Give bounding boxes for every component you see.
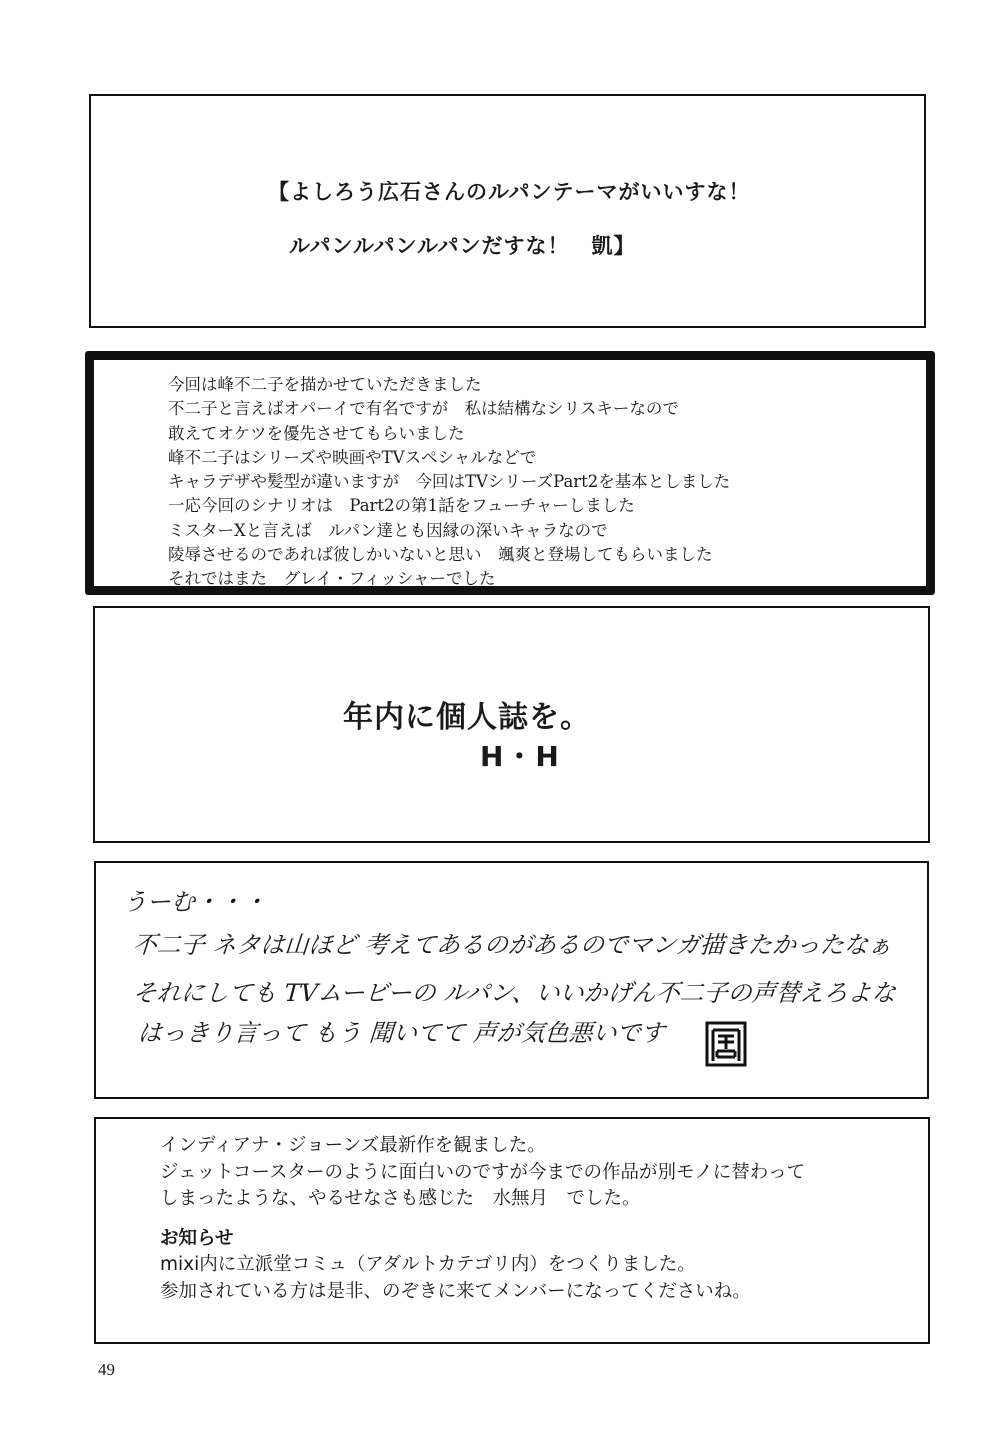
comment-box-gray-fisher <box>85 351 935 595</box>
comment-box-minazuki <box>94 1117 930 1344</box>
comment-line: それではまた グレイ・フィッシャーでした <box>168 569 496 589</box>
stamp-seal-icon <box>705 1021 747 1067</box>
comment-box-handwritten <box>94 861 929 1099</box>
comment-line: ミスターXと言えば ルパン達とも因縁の深いキャラなので <box>168 520 608 540</box>
comment-headline: 年内に個人誌を。 <box>343 700 591 735</box>
comment-line: 敢えてオケツを優先させてもらいました <box>168 423 465 443</box>
notice-line: mixi内に立派堂コミュ（アダルトカテゴリ内）をつくりました。 <box>160 1254 696 1275</box>
handwritten-line: はっきり言って もう 聞いてて 声が気色悪いです <box>136 1019 666 1047</box>
notice-heading: お知らせ <box>160 1227 234 1249</box>
comment-line: しまったような、やるせなさも感じた 水無月 でした。 <box>160 1188 641 1209</box>
notice-line: 参加されている方は是非、のぞきに来てメンバーになってくださいね。 <box>160 1280 751 1302</box>
comment-line: 【よしろう広石さんのルパンテーマがいいすな！ <box>268 180 751 204</box>
comment-line: ジェットコースターのように面白いのですが今までの作品が別モノに替わって <box>160 1161 806 1183</box>
comment-box-hh <box>93 606 930 843</box>
page-number: 49 <box>98 1360 115 1379</box>
comment-line: 不二子と言えばオパーイで有名ですが 私は結構なシリスキーなので <box>168 399 679 419</box>
comment-line: 峰不二子はシリーズや映画やTVスペシャルなどで <box>168 447 537 467</box>
comment-line: 陵辱させるのであれば彼しかいないと思い 颯爽と登場してもらいました <box>168 545 713 565</box>
comment-text <box>168 373 730 592</box>
comment-box-gai <box>89 94 926 328</box>
comment-text <box>160 1133 805 1305</box>
comment-line: キャラデザや髪型が違いますが 今回はTVシリーズPart2を基本としました <box>168 472 731 492</box>
handwritten-line: それにしても TVムービーの ルパン、いいかげん不二子の声替えろよな <box>131 979 897 1007</box>
comment-line: ルパンルパンルパンだすな！ 凱】 <box>289 234 636 258</box>
comment-line: 今回は峰不二子を描かせていただきました <box>168 375 482 394</box>
handwritten-line: 不二子 ネタは山ほど 考えてあるのがあるのでマンガ描きたかったなぁ <box>131 931 894 959</box>
spacer <box>160 1213 805 1226</box>
comment-line: インディアナ・ジョーンズ最新作を観ました。 <box>160 1135 546 1156</box>
comment-line: 一応今回のシナリオは Part2の第1話をフューチャーしました <box>168 496 635 516</box>
handwritten-line: うーむ・・・ <box>121 888 268 916</box>
comment-signature: H・H <box>480 740 561 773</box>
